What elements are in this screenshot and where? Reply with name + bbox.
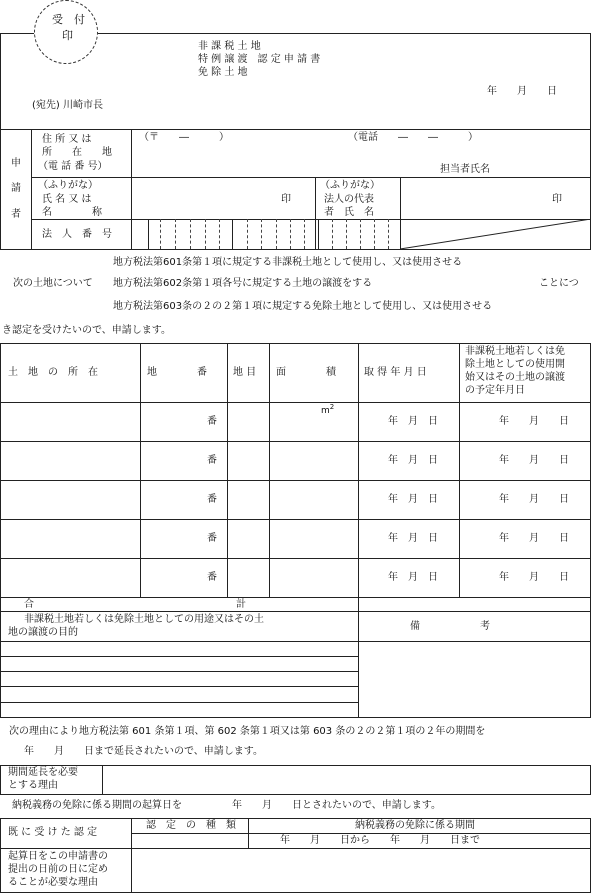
exemption-period-label: 納税義務の免除に係る期間	[355, 820, 475, 831]
area-unit: $m^2$	[321, 403, 335, 416]
already-certified-label: 既 に 受 け た 認 定	[8, 827, 98, 838]
application-date: 年 月 日	[487, 86, 557, 97]
address-label-3: （電 話 番 号）	[38, 161, 108, 172]
exemption-period-value: 年 月 日から 年 月 日まで	[280, 835, 480, 846]
rep-seal: 印	[552, 194, 562, 205]
row2-ban: 番	[207, 455, 217, 466]
exemption-text: 納税義務の免除に係る期間の起算日を 年 月 日とされたいので、申請します。	[12, 800, 441, 811]
applicant-side-label-2: 請	[11, 183, 21, 194]
col-header-lot: 地 番	[147, 367, 207, 378]
row1-ban: 番	[207, 416, 217, 427]
addressee: (宛先) 川崎市長	[32, 100, 103, 111]
total-label-left: 合	[24, 599, 34, 610]
row1-acq-date: 年 月 日	[388, 416, 438, 427]
start-reason-label-2: 提出の日前の日に定め	[8, 864, 108, 875]
title-line3: 免 除 土 地	[198, 67, 248, 78]
col-header-category: 地 目	[233, 367, 257, 378]
usage-label-1: 非課税土地若しくは免除土地としての用途又はその土	[24, 614, 264, 625]
row4-ban: 番	[207, 533, 217, 544]
col-header-acquired: 取 得 年 月 日	[364, 367, 427, 378]
total-label-right: 計	[236, 599, 246, 610]
row5-ban: 番	[207, 572, 217, 583]
rep-name-label: 法人の代表	[324, 194, 374, 205]
row3-plan-date: 年 月 日	[499, 494, 569, 505]
certification-kind-label: 認 定 の 種 類	[146, 820, 236, 831]
phone-field[interactable]: （電話 ― ― ）	[348, 132, 478, 143]
name-label-2: 名 称	[42, 207, 102, 218]
purpose-option-2: 地方税法第602条第１項各号に規定する土地の譲渡をする	[113, 278, 373, 289]
row5-plan-date: 年 月 日	[499, 572, 569, 583]
stamp-label: 受 付	[52, 13, 85, 26]
row4-plan-date: 年 月 日	[499, 533, 569, 544]
extension-date-text: 年 月 日まで延長されたいので、申請します。	[24, 746, 263, 757]
rep-furigana-label: （ふりがな）	[320, 180, 380, 191]
extension-reason-label-2: とする理由	[8, 780, 58, 791]
corp-number-diagonal	[400, 219, 591, 249]
corp-number-label: 法 人 番 号	[42, 229, 112, 240]
purpose-prefix: 次の土地について	[13, 278, 93, 289]
name-label: 氏 名 又 は	[42, 194, 92, 205]
col-header-planned-2: 除土地としての使用開	[465, 359, 565, 370]
row2-acq-date: 年 月 日	[388, 455, 438, 466]
col-header-area: 面 積	[276, 367, 336, 378]
staff-name-label: 担当者氏名	[440, 164, 490, 175]
col-header-planned-3: 始又はその土地の譲渡	[465, 372, 565, 383]
title-line1: 非 課 税 土 地	[198, 41, 261, 52]
start-reason-label-1: 起算日をこの申請書の	[8, 851, 108, 862]
row3-ban: 番	[207, 494, 217, 505]
usage-label-2: 地の譲渡の目的	[8, 627, 78, 638]
col-header-planned-1: 非課税土地若しくは免	[465, 346, 565, 357]
extension-text: 次の理由により地方税法第 601 条第１項、第 602 条第１項又は第 603 条の２の２第１項の２年の期間を	[9, 726, 486, 737]
row1-plan-date: 年 月 日	[499, 416, 569, 427]
purpose-option-3: 地方税法第603条の２の２第１項に規定する免除土地として使用し、又は使用させる	[113, 301, 493, 312]
row5-acq-date: 年 月 日	[388, 572, 438, 583]
row2-plan-date: 年 月 日	[499, 455, 569, 466]
address-label-1: 住 所 又 は	[42, 134, 92, 145]
start-reason-label-3: ることが必要な理由	[8, 877, 98, 888]
row3-acq-date: 年 月 日	[388, 494, 438, 505]
stamp-seal-label: 印	[62, 29, 73, 42]
applicant-side-label-3: 者	[11, 209, 21, 220]
applicant-side-label-1: 申	[11, 158, 21, 169]
name-furigana-label: （ふりがな）	[38, 180, 98, 191]
col-header-location: 土 地 の 所 在	[8, 367, 98, 378]
applicant-seal: 印	[281, 194, 291, 205]
purpose-suffix: ことにつ	[539, 278, 579, 289]
title-line2: 特 例 譲 渡 認 定 申 請 書	[198, 54, 321, 65]
extension-reason-label-1: 期間延長を必要	[8, 767, 78, 778]
address-label-2: 所 在 地	[42, 147, 112, 158]
purpose-closing: き認定を受けたいので、申請します。	[2, 325, 171, 336]
row4-acq-date: 年 月 日	[388, 533, 438, 544]
remarks-label: 備 考	[410, 621, 490, 632]
rep-name-label-2: 者 氏 名	[324, 207, 374, 218]
col-header-planned-4: の予定年月日	[465, 385, 525, 396]
purpose-option-1: 地方税法第601条第１項に規定する非課税土地として使用し、又は使用させる	[113, 257, 463, 268]
postal-code-field[interactable]: （〒 ― ）	[139, 132, 229, 143]
